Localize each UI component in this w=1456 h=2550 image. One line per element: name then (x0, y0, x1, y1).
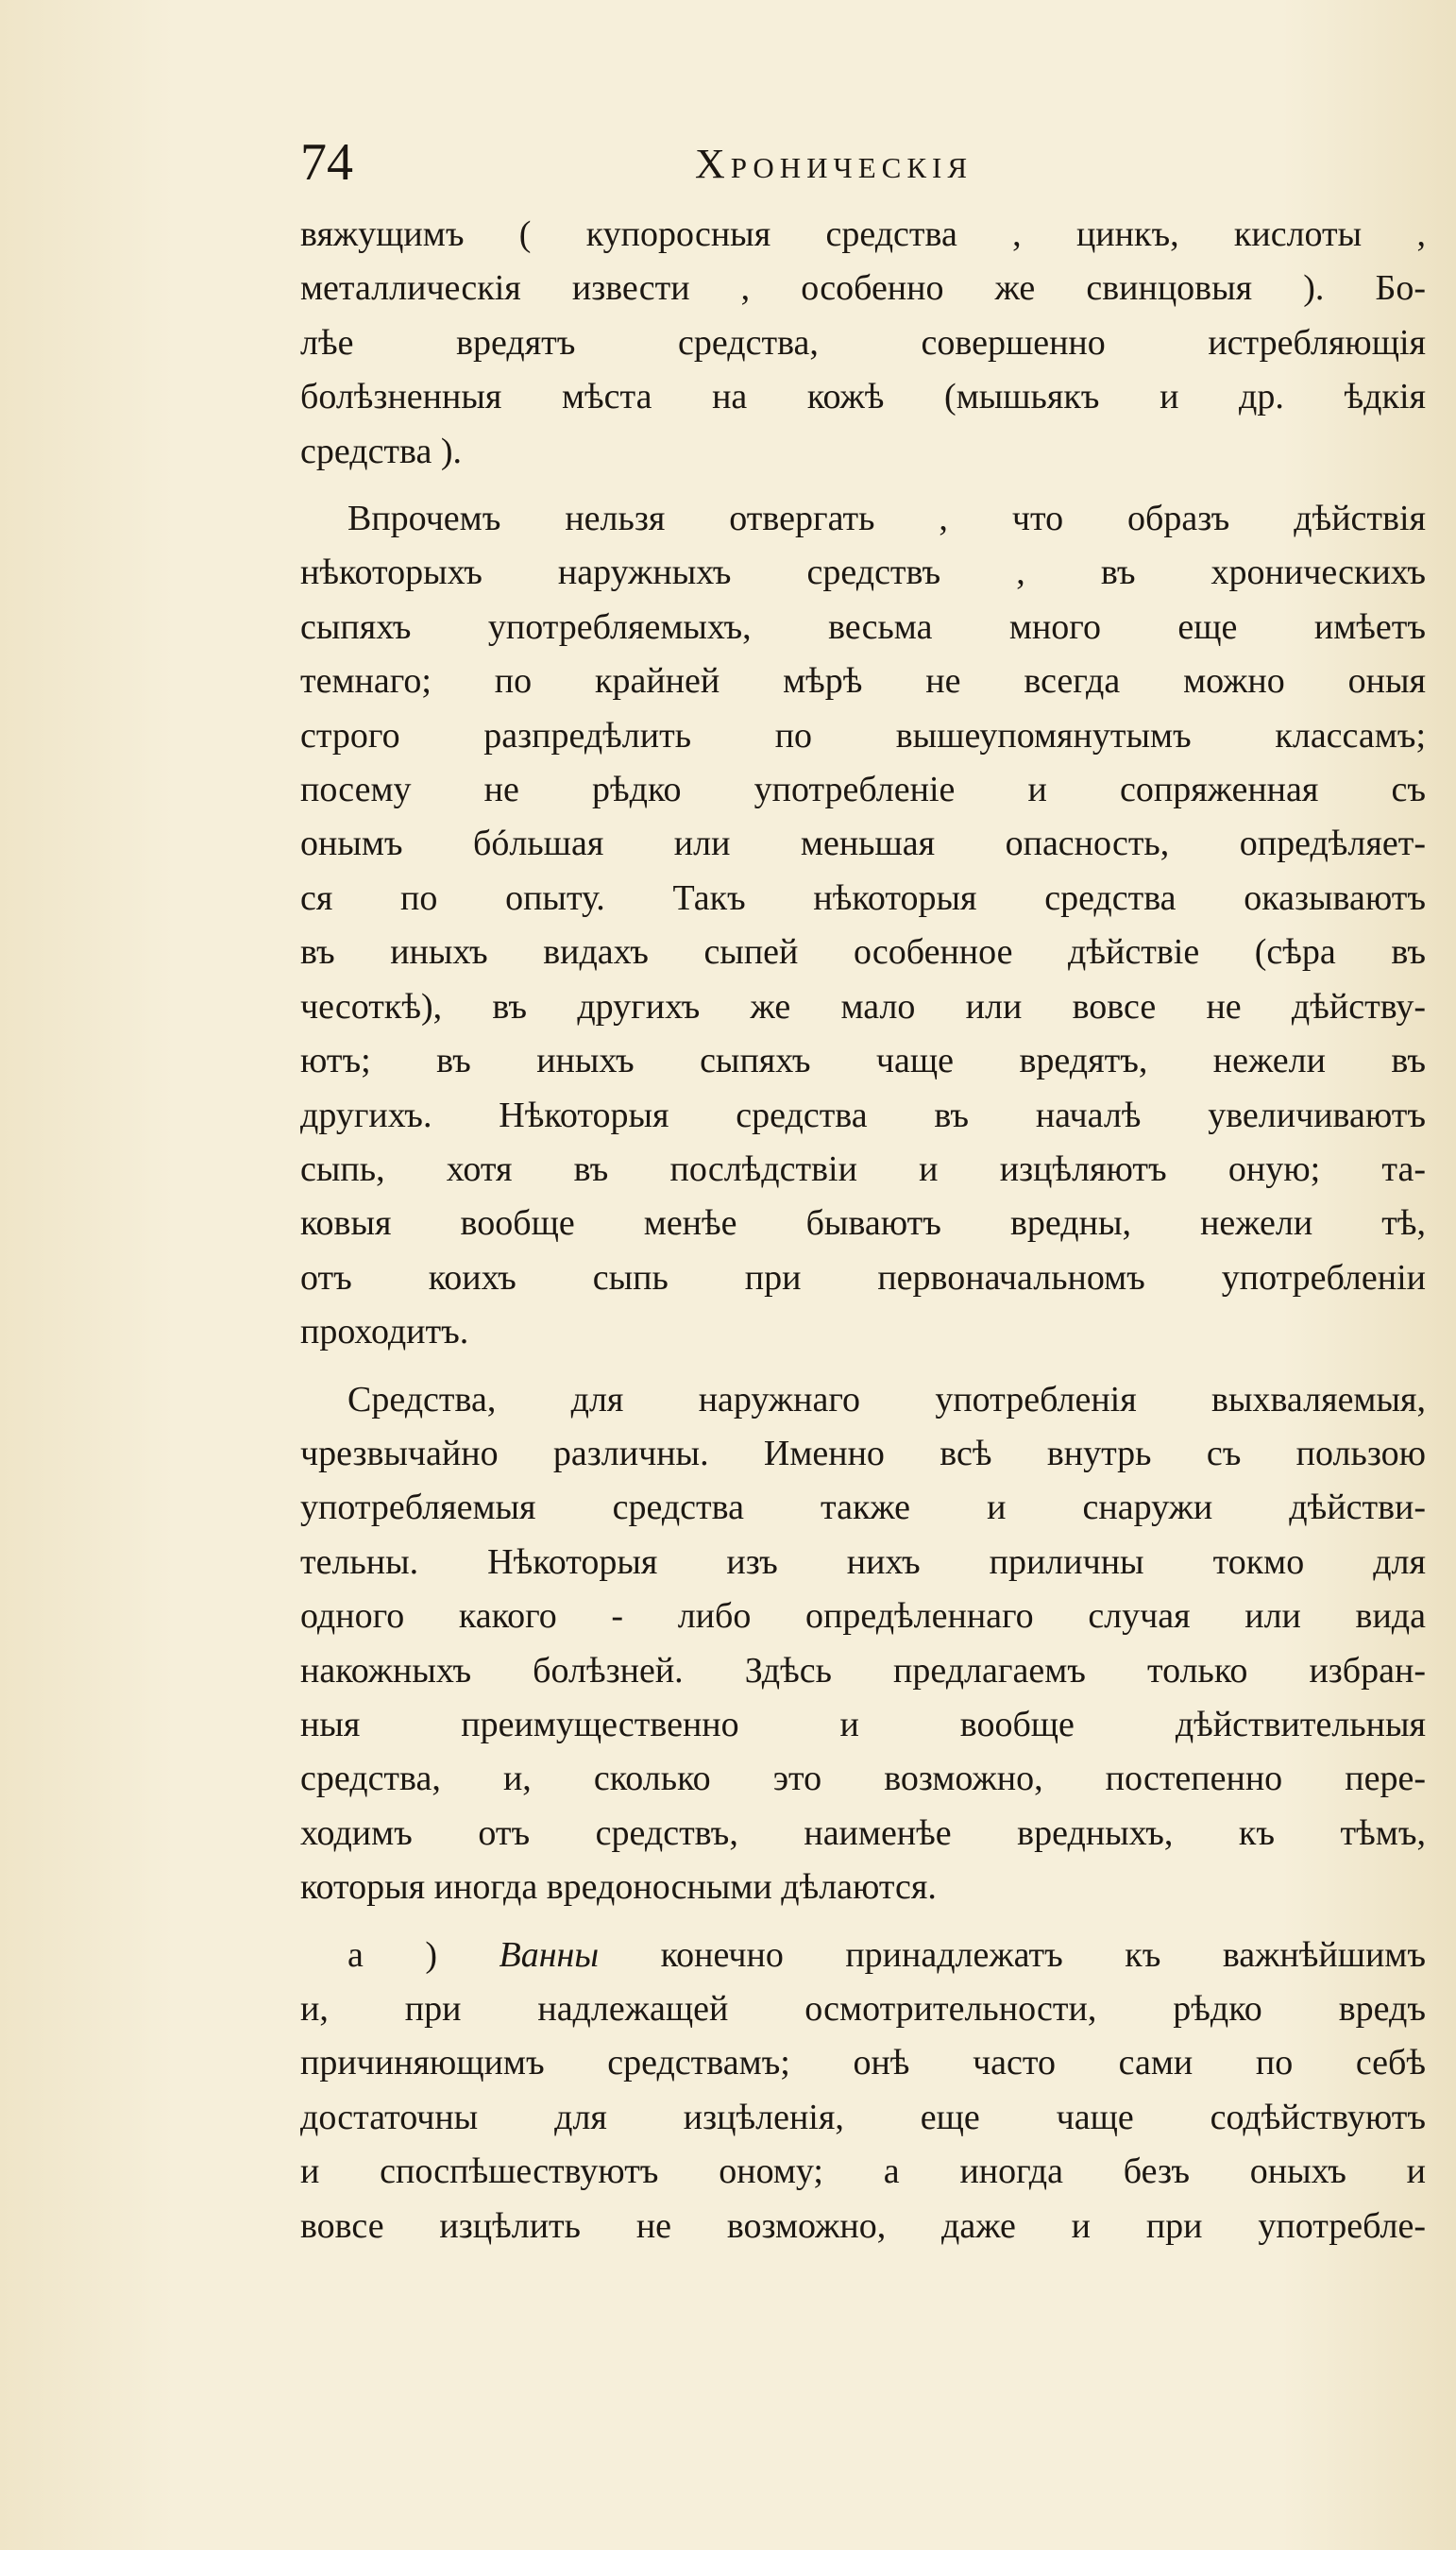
text-line: и споспѣшествуютъ оному; а иногда безъ оныхъ и (300, 2151, 1426, 2192)
text-line: вовсе изцѣлить не возможно, даже и при употребле- (300, 2205, 1426, 2246)
text-line: сыпяхъ употребляемыхъ, весьма много еще имѣетъ (300, 606, 1426, 647)
text-line: нѣкоторыхъ наружныхъ средствъ , въ хроническихъ (300, 552, 1426, 593)
text-line: лѣе вредятъ средства, совершенно истребляющія (300, 322, 1426, 363)
text-line: достаточны для изцѣленія, еще чаще содѣйствуютъ (300, 2097, 1426, 2137)
text-line: проходитъ. (300, 1312, 469, 1352)
text-line: ныя преимущественно и вообще дѣйствительныя (300, 1704, 1426, 1744)
paragraph-3 (300, 1373, 1426, 1915)
paragraph-2 (300, 492, 1426, 1360)
text-line: чесоткѣ), въ другихъ же мало или вовсе не дѣйству- (300, 986, 1426, 1027)
text-line: другихъ. Нѣкоторыя средства въ началѣ увеличиваютъ (300, 1095, 1426, 1135)
text-line: чрезвычайно различны. Именно всѣ внутрь съ пользою (300, 1433, 1426, 1473)
text-line: ся по опыту. Такъ нѣкоторыя средства оказываютъ (300, 877, 1426, 918)
text-line: Средства, для наружнаго употребленія выхваляемыя, (347, 1379, 1426, 1420)
text-line: средства, и, сколько это возможно, постепенно пере- (300, 1759, 1426, 1799)
text-line: онымъ бóльшая или меньшая опасность, опредѣляет- (300, 824, 1426, 864)
text-line: въ иныхъ видахъ сыпей особенное дѣйствіе (сѣра въ (300, 932, 1426, 973)
text-line: ютъ; въ иныхъ сыпяхъ чаще вредятъ, нежели въ (300, 1041, 1426, 1081)
text-line: отъ коихъ сыпь при первоначальномъ употребленіи (300, 1257, 1426, 1298)
text-line: накожныхъ болѣзней. Здѣсь предлагаемъ только избран- (300, 1650, 1426, 1691)
item-label: а ) (347, 1934, 437, 1975)
text-line: и, при надлежащей осмотрительности, рѣдко вредъ (300, 1989, 1426, 2029)
text-line: одного какого - либо опредѣленнаго случая или вида (300, 1596, 1426, 1637)
text-line (300, 1929, 1426, 1982)
text-line: сыпь, хотя въ послѣдствіи и изцѣляютъ оную; та- (300, 1148, 1426, 1189)
text-line: тельны. Нѣкоторыя изъ нихъ приличны токмо для (300, 1541, 1426, 1582)
text-line: ходимъ отъ средствъ, наименѣе вредныхъ, къ тѣмъ, (300, 1812, 1426, 1853)
line-text: конечно принадлежатъ къ важнѣйшимъ (599, 1934, 1426, 1975)
text-line: средства ). (300, 431, 462, 471)
body-text (300, 208, 1426, 2253)
text-line: посему не рѣдко употребленіе и сопряженная съ (300, 770, 1426, 810)
text-line: употребляемыя средства также и снаружи дѣйстви- (300, 1488, 1426, 1528)
text-line: темнаго; по крайней мѣрѣ не всегда можно оныя (300, 661, 1426, 702)
page-header (300, 132, 1456, 208)
text-line: Впрочемъ нельзя отвергать , что образъ дѣйствія (347, 499, 1426, 539)
text-line: вяжущимъ ( купоросныя средства , цинкъ, кислоты , (300, 214, 1426, 254)
text-line: болѣзненныя мѣста на кожѣ (мышьякъ и др. ѣдкія (300, 377, 1426, 417)
text-line: причиняющимъ средствамъ; онѣ часто сами по себѣ (300, 2043, 1426, 2083)
text-line: которыя иногда вредоносными дѣлаются. (300, 1867, 937, 1908)
text-line: ковыя вообще менѣе бываютъ вредны, нежели тѣ, (300, 1203, 1426, 1244)
text-line: металлическія извести , особенно же свинцовыя ). Бо- (300, 268, 1426, 309)
emphasized-term: Ванны (499, 1934, 600, 1975)
paragraph-1 (300, 208, 1426, 479)
page-number: 74 (300, 133, 353, 192)
running-title: Хроническія (695, 141, 973, 187)
paragraph-4 (300, 1929, 1426, 2253)
text-line: строго разпредѣлить по вышеупомянутымъ классамъ; (300, 715, 1426, 756)
